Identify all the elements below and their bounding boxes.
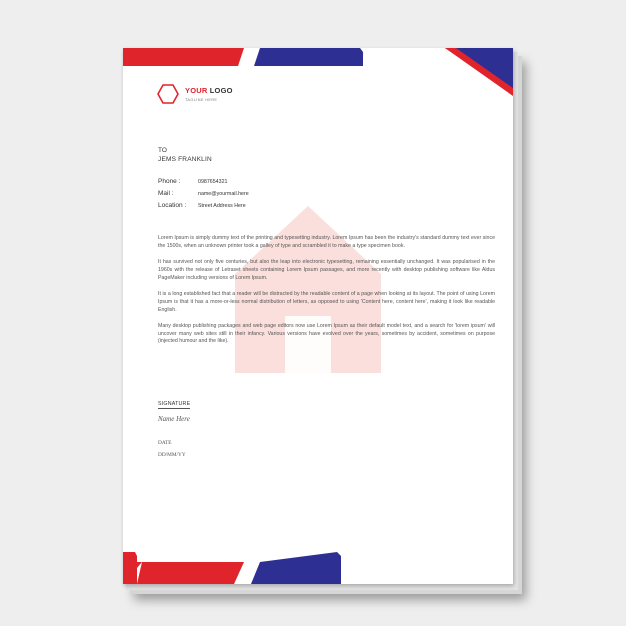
top-blue-band xyxy=(254,48,363,66)
body-paragraph-4: Many desktop publishing packages and web page editors now use Lorem Ipsum as their default model text, and a search for 'lorem ipsum' will uncover many web sites still in their infancy. Various versions have evolved over the years, sometimes by accident, sometimes on purpose (injected humour and the like). xyxy=(158,322,495,345)
bottom-blue-band xyxy=(251,552,341,584)
contact-phone-row xyxy=(158,178,228,185)
signature-label: SIGNATURE xyxy=(158,401,191,407)
recipient-to-label: TO xyxy=(158,147,167,154)
bottom-red-band xyxy=(137,562,244,584)
letterhead-page xyxy=(123,48,513,584)
mail-value: name@yourmail.here xyxy=(198,191,249,197)
recipient-name: JEMS FRANKLIN xyxy=(158,156,212,163)
phone-value: 0987654321 xyxy=(198,179,228,185)
date-label: DATE xyxy=(158,440,172,446)
mail-label: Mail : xyxy=(158,190,174,197)
logo-tagline: TAGLINE HERE xyxy=(185,98,218,102)
phone-label: Phone : xyxy=(158,178,181,185)
location-value: Street Address Here xyxy=(198,203,246,209)
contact-location-row xyxy=(158,202,246,209)
body-paragraph-3: It is a long established fact that a reader will be distracted by the readable content of a page when looking at its layout. The point of using Lorem Ipsum is that it has a more-or-less normal distribution of letters, as opposed to using 'Content here, content here', making it look like readable English. xyxy=(158,290,495,313)
body-paragraph-2: It has survived not only five centuries, but also the leap into electronic typesetting, remaining essentially unchanged. It was popularised in the 1960s with the release of Letraset sheets containing Lorem Ipsum passages, and more recently with desktop publishing software like Aldus PageMaker including versions of Lorem Ipsum. xyxy=(158,259,495,281)
logo-title xyxy=(185,86,233,95)
logo-title-accent: YOUR xyxy=(185,86,208,95)
signature-name: Name Here xyxy=(158,415,190,423)
top-left-red-band xyxy=(123,48,244,66)
body-paragraph-1: Lorem Ipsum is simply dummy text of the printing and typesetting industry. Lorem Ipsum has been the industry's standard dummy text ever since the 1500s, when an unknown printer took a galley of type and scrambled it to make a type specimen book. xyxy=(158,235,495,249)
logo-title-rest: LOGO xyxy=(207,86,233,95)
contact-mail-row xyxy=(158,190,249,197)
letter-body xyxy=(158,235,495,355)
hexagon-icon xyxy=(157,83,179,105)
date-value: DD/MM/YY xyxy=(158,452,186,458)
location-label: Location : xyxy=(158,202,187,209)
